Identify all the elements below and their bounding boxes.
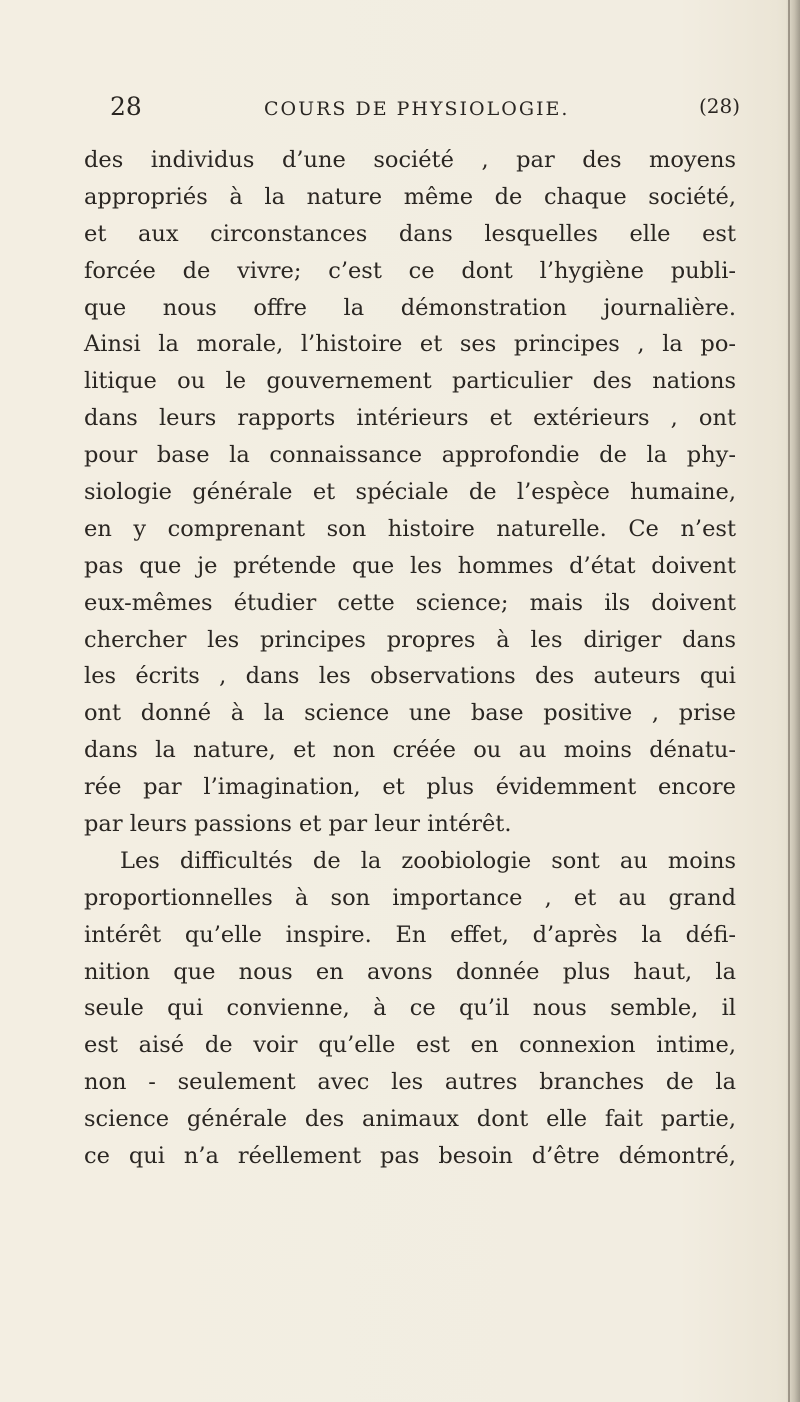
paragraph-start-line: Les difficultés de la zoobiologie sont au moins	[120, 847, 736, 874]
text-line: des individus d’une société , par des moyens	[84, 147, 736, 173]
text-line: nition que nous en avons donnée plus haut, la	[84, 958, 736, 985]
text-line: appropriés à la nature même de chaque société,	[84, 183, 736, 210]
text-line: chercher les principes propres à les diriger dans	[84, 626, 736, 653]
text-line: est aisé de voir qu’elle est en connexion intime,	[84, 1032, 736, 1059]
text-line: en y comprenant son histoire naturelle. Ce n’est	[84, 515, 736, 542]
text-line: dans leurs rapports intérieurs et extérieurs , ont	[84, 405, 736, 432]
running-title: COURS DE PHYSIOLOGIE.	[264, 98, 570, 120]
text-line: ce qui n’a réellement pas besoin d’être démontré,	[84, 1143, 736, 1170]
running-head	[110, 92, 740, 132]
text-line: les écrits , dans les observations des auteurs qui	[84, 663, 736, 690]
section-number: (28)	[698, 94, 740, 118]
text-line: eux-mêmes étudier cette science; mais ils doivent	[84, 589, 736, 616]
text-line: que nous offre la démonstration journalière.	[84, 294, 736, 321]
text-line: forcée de vivre; c’est ce dont l’hygiène publi-	[84, 257, 736, 284]
text-line: science générale des animaux dont elle fait partie,	[84, 1106, 736, 1133]
page-edge-shadow	[786, 0, 800, 1402]
page-number: 28	[110, 92, 142, 121]
text-line: intérêt qu’elle inspire. En effet, d’après la défi-	[84, 921, 736, 948]
text-line: dans la nature, et non créée ou au moins dénatu-	[84, 737, 736, 764]
text-line: rée par l’imagination, et plus évidemment encore	[84, 774, 736, 801]
text-line: pas que je prétende que les hommes d’état doivent	[84, 552, 736, 579]
text-line: non - seulement avec les autres branches de la	[84, 1069, 736, 1096]
text-line: pour base la connaissance approfondie de la phy-	[84, 442, 736, 469]
paragraph-end-line: par leurs passions et par leur intérêt.	[84, 811, 512, 838]
text-line: ont donné à la science une base positive , prise	[84, 700, 736, 727]
text-line: et aux circonstances dans lesquelles elle est	[84, 220, 736, 247]
body-text	[84, 142, 736, 1175]
text-line: litique ou le gouvernement particulier des nations	[84, 368, 736, 395]
text-line: Ainsi la morale, l’histoire et ses principes , la po-	[84, 331, 736, 358]
text-line: siologie générale et spéciale de l’espèce humaine,	[84, 479, 736, 506]
text-line: proportionnelles à son importance , et au grand	[84, 884, 736, 911]
text-line: seule qui convienne, à ce qu’il nous semble, il	[84, 995, 736, 1022]
